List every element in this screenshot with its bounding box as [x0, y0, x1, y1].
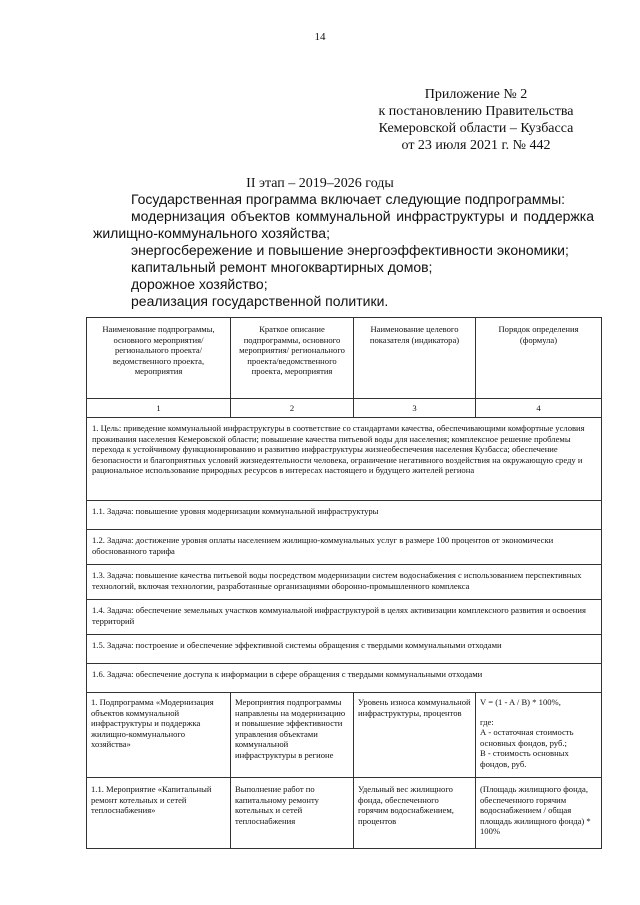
- header-cell: Наименование целевого показателя (индикатора): [354, 318, 476, 399]
- formula-var-b: В - стоимость основных фондов, руб.: [480, 748, 569, 769]
- goal-text: 1. Цель: приведение коммунальной инфраструктуры в соответствие со стандартами качества, обеспечивающими комфортные условия проживания населения Кемеровской области; повышение качества питьевой воды для населения; комплексное решение проблемы перехода к устойчивому функционированию и развитию инфраструктуры жизнеобеспечения населения Кузбасса; обеспечение безопасности и благоприятных условий жизнедеятельности человека, ограничение негативного воздействия на окружающую среду и рациональное использование природных ресурсов в интересах настоящего и будущего жителей региона: [87, 418, 602, 501]
- subprogram-item-1: модернизация объектов коммунальной инфраструктуры и поддержка жилищно-коммунального хозяйства;: [93, 208, 594, 241]
- column-number: 3: [354, 399, 476, 418]
- column-number: 2: [231, 399, 354, 418]
- column-number: 4: [476, 399, 602, 418]
- indicator-name: Уровень износа коммунальной инфраструктуры, процентов: [354, 693, 476, 778]
- appendix-header: [360, 86, 592, 154]
- task-text: 1.2. Задача: достижение уровня оплаты населением жилищно-коммунальных услуг в размере 100 процентов от экономически обоснованного тарифа: [87, 530, 602, 565]
- measure-row: [87, 778, 602, 849]
- table-header-row: [87, 318, 602, 399]
- subprogram-item-3: капитальный ремонт многоквартирных домов;: [131, 259, 433, 275]
- table-row: [87, 664, 602, 693]
- appendix-line-2: к постановлению Правительства: [378, 104, 574, 119]
- header-cell: Порядок определения (формула): [476, 318, 602, 399]
- task-text: 1.4. Задача: обеспечение земельных участков коммунальной инфраструктурой в целях активизации комплексного развития и освоения территорий: [87, 600, 602, 635]
- task-text: 1.1. Задача: повышение уровня модернизации коммунальной инфраструктуры: [87, 501, 602, 530]
- appendix-title: Приложение № 2: [424, 87, 528, 102]
- goal-row: [87, 418, 602, 501]
- subprogram-item-4: дорожное хозяйство;: [131, 276, 268, 292]
- subprogram-item-5: реализация государственной политики.: [131, 293, 389, 309]
- task-text: 1.3. Задача: повышение качества питьевой воды посредством модернизации систем водоснабжения с использованием перспективных технологий, включая технологии, разработанные организациями оборонно-промышленного комплекса: [87, 565, 602, 600]
- formula-cell: [476, 693, 602, 778]
- formula: (Площадь жилищного фонда, обеспеченного горячим водоснабжением / общая площадь жилищного фонда) * 100%: [476, 778, 602, 849]
- task-text: 1.5. Задача: построение и обеспечение эффективной системы обращения с твердыми коммунальными отходами: [87, 635, 602, 664]
- subprogram-description: Мероприятия подпрограммы направлены на модернизацию и повышение эффективности управления объектами коммунальной инфраструктуры в регионе: [231, 693, 354, 778]
- appendix-line-4: от 23 июля 2021 г. № 442: [401, 138, 551, 153]
- intro-lead: Государственная программа включает следующие подпрограммы:: [131, 191, 566, 207]
- column-number-row: [87, 399, 602, 418]
- task-text: 1.6. Задача: обеспечение доступа к информации в сфере обращения с твердыми коммунальными отходами: [87, 664, 602, 693]
- subprogram-item-2: энергосбережение и повышение энергоэффективности экономики;: [131, 242, 569, 258]
- header-cell: Краткое описание подпрограммы, основного мероприятия/ регионального проекта/ведомственного проекта, мероприятия: [231, 318, 354, 399]
- table-row: [87, 600, 602, 635]
- column-number: 1: [87, 399, 231, 418]
- measure-description: Выполнение работ по капитальному ремонту котельных и сетей теплоснабжения: [231, 778, 354, 849]
- header-cell: Наименование подпрограммы, основного мероприятия/регионального проекта/ведомственного проекта, мероприятия: [87, 318, 231, 399]
- appendix-line-3: Кемеровской области – Кузбасса: [378, 121, 574, 136]
- formula: V = (1 - A / B) * 100%,: [480, 697, 561, 707]
- program-intro: [93, 191, 594, 310]
- formula-where: где:: [480, 716, 494, 727]
- measure-name: 1.1. Мероприятие «Капитальный ремонт котельных и сетей теплоснабжения»: [87, 778, 231, 849]
- subprogram-name: 1. Подпрограмма «Модернизация объектов коммунальной инфраструктуры и поддержка жилищно-коммунального хозяйства»: [87, 693, 231, 778]
- formula-var-a: А - остаточная стоимость основных фондов, руб.;: [480, 727, 574, 748]
- table-row: [87, 635, 602, 664]
- page-number: 14: [314, 31, 326, 43]
- subprogram-row: [87, 693, 602, 778]
- program-table: [86, 317, 602, 849]
- stage-title: II этап – 2019–2026 годы: [246, 176, 394, 191]
- indicator-name: Удельный вес жилищного фонда, обеспеченного горячим водоснабжением, процентов: [354, 778, 476, 849]
- table-row: [87, 501, 602, 530]
- table-row: [87, 530, 602, 565]
- table-row: [87, 565, 602, 600]
